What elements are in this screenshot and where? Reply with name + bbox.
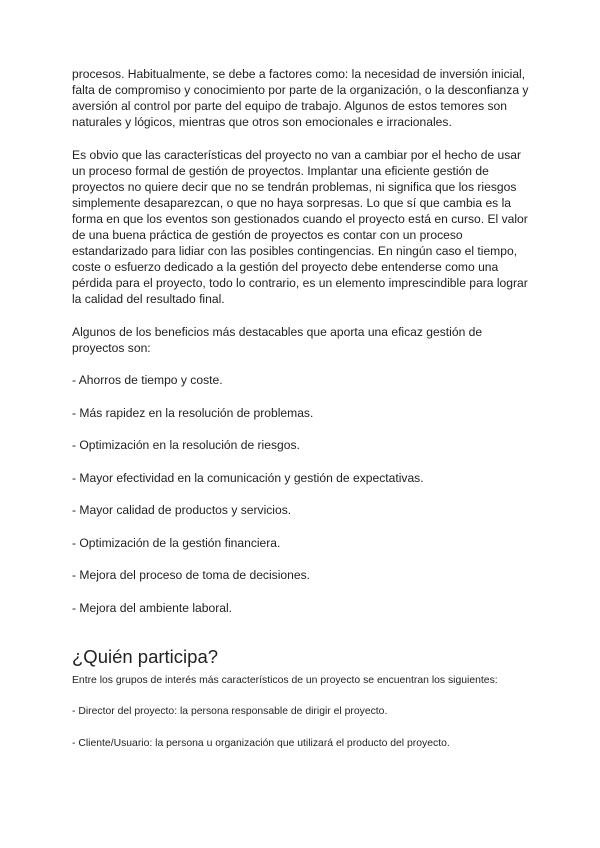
benefit-item: - Mejora del ambiente laboral.: [72, 600, 232, 615]
section-heading: ¿Quién participa?: [72, 645, 219, 667]
paragraph-project-characteristics: Es obvio que las características del proyecto no van a cambiar por el hecho de usar un proceso formal de gestión de proyectos. Implantar una eficiente gestión de proyectos no quiere decir que no se tendrán problemas, ni significa que los riesgos simplemente desaparezcan, o que no haya sorpresas. Lo que sí que cambia es la forma en que los eventos son gestionados cuando el proyecto está en curso. El valor de una buena práctica de gestión de proyectos es contar con un proceso estandarizado para lidiar con las posibles contingencias. En ningún caso el tiempo, coste o esfuerzo dedicado a la gestión del proyecto debe entenderse como una pérdida para el proyecto, todo lo contrario, es un elemento imprescindible para lograr la calidad del resultado final.: [72, 148, 528, 306]
benefits-list: [72, 372, 532, 616]
benefit-item: - Mayor calidad de productos y servicios.: [72, 503, 292, 517]
benefit-item: - Más rapidez en la resolución de problemas.: [72, 405, 314, 420]
benefit-item: - Optimización en la resolución de riesgos.: [72, 438, 300, 452]
paragraph-benefits-intro: Algunos de los beneficios más destacables que aporta una eficaz gestión de proyectos son:: [72, 325, 483, 355]
stakeholder-item: - Director del proyecto: la persona responsable de dirigir el proyecto.: [72, 705, 388, 717]
benefit-item: - Ahorros de tiempo y coste.: [72, 373, 223, 387]
benefit-item: - Mayor efectividad en la comunicación y gestión de expectativas.: [72, 470, 424, 485]
paragraph-intro-continuation: procesos. Habitualmente, se debe a factores como: la necesidad de inversión inicial, falta de compromiso y conocimiento por parte de la organización, o la desconfianza y aversión al control por parte del equipo de trabajo. Algunos de estos temores son naturales y lógicos, mientras que otros son emocionales e irracionales.: [72, 67, 529, 129]
stakeholder-item: - Cliente/Usuario: la persona u organización que utilizará el producto del proyecto.: [72, 737, 450, 749]
document-page: [72, 66, 532, 769]
benefit-item: - Mejora del proceso de toma de decisiones.: [72, 568, 310, 582]
section-intro: Entre los grupos de interés más característicos de un proyecto se encuentran los siguientes:: [72, 674, 498, 686]
benefit-item: - Optimización de la gestión financiera.: [72, 535, 281, 550]
